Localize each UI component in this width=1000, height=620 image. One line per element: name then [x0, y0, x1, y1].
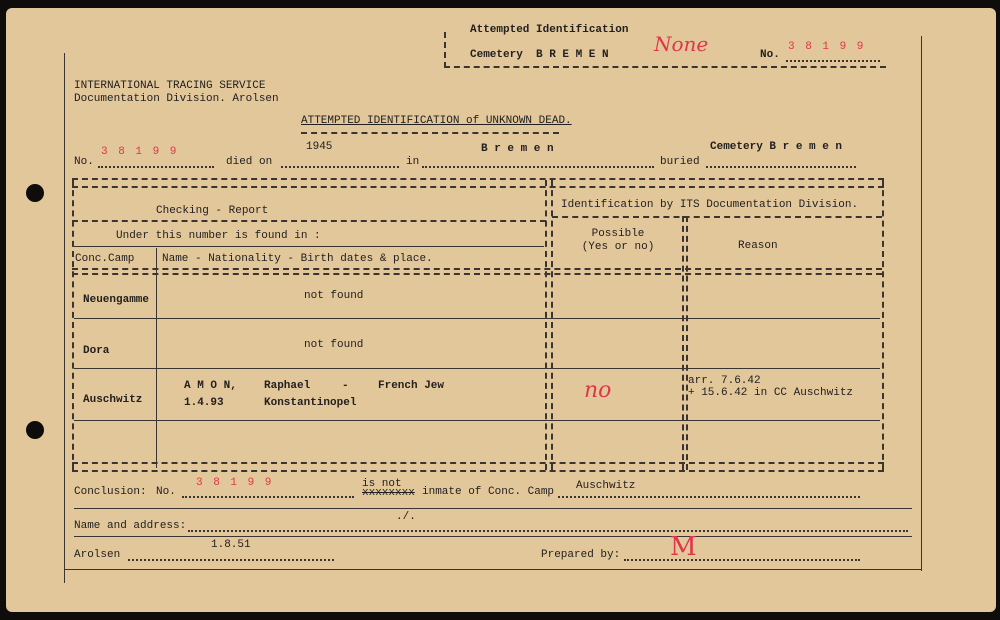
buried-value: Cemetery B r e m e n	[710, 141, 843, 153]
amon-given-name: Raphael	[264, 380, 311, 392]
conclusion-is-not: is not	[362, 478, 402, 490]
possible-answer-no: no	[584, 378, 612, 403]
table-divider	[551, 180, 553, 470]
dotted-line	[624, 559, 860, 561]
amon-birth-place: Konstantinopel	[264, 397, 357, 409]
camp-column-divider	[156, 248, 157, 468]
dotted-line	[706, 166, 856, 168]
name-address-label: Name and address:	[74, 520, 187, 532]
table-border	[72, 462, 884, 464]
left-border	[64, 53, 65, 583]
died-on-label: died on	[226, 156, 273, 168]
org-line2: Documentation Division. Arolsen	[74, 93, 279, 105]
org-line1: INTERNATIONAL TRACING SERVICE	[74, 80, 266, 92]
identification-header: Identification by ITS Documentation Division.	[561, 199, 859, 211]
top-no-label: No.	[760, 49, 780, 61]
attempted-identification-title: Attempted Identification	[470, 24, 629, 36]
footer-date: 1.8.51	[211, 539, 251, 551]
dotted-line	[98, 166, 214, 168]
punch-hole	[26, 421, 44, 439]
dotted-line	[182, 496, 354, 498]
table-border	[882, 180, 884, 470]
cemetery-value: B R E M E N	[536, 49, 609, 61]
preparer-signature: M	[670, 532, 697, 562]
reason-death: + 15.6.42 in CC Auschwitz	[688, 387, 854, 399]
table-rule	[72, 268, 882, 270]
buried-label: buried	[660, 156, 700, 168]
prepared-by-label: Prepared by:	[541, 549, 621, 561]
table-rule	[72, 220, 546, 222]
record-no-value: 3 8 1 9 9	[101, 146, 179, 158]
top-box-border	[444, 66, 886, 68]
row-name-neuengamme: not found	[304, 290, 364, 302]
index-card	[6, 8, 996, 612]
top-no-value: 3 8 1 9 9	[788, 41, 866, 53]
possible-header: Possible (Yes or no)	[581, 228, 655, 253]
row-rule	[74, 368, 880, 369]
punch-hole	[26, 184, 44, 202]
table-border	[72, 186, 884, 188]
row-rule	[74, 318, 880, 319]
dotted-line	[281, 166, 399, 168]
record-no-label: No.	[74, 156, 94, 168]
conclusion-no-value: 3 8 1 9 9	[196, 477, 274, 489]
table-divider	[686, 216, 688, 470]
conclusion-struck-text: xxxxxxxx	[362, 487, 415, 499]
checking-report-header: Checking - Report	[156, 205, 269, 217]
dotted-line	[786, 60, 880, 62]
row-camp-auschwitz: Auschwitz	[83, 394, 143, 406]
dotted-line	[128, 559, 334, 561]
table-border	[72, 180, 74, 470]
table-rule	[72, 273, 882, 275]
place-value: B r e m e n	[481, 143, 554, 155]
document-title: ATTEMPTED IDENTIFICATION of UNKNOWN DEAD.	[301, 115, 572, 127]
table-divider	[682, 216, 684, 470]
reason-arrival: arr. 7.6.42	[688, 375, 761, 387]
dotted-line	[422, 166, 654, 168]
bottom-border	[64, 569, 922, 570]
name-address-value: ./.	[396, 511, 416, 523]
conclusion-no-label: No.	[156, 486, 176, 498]
top-box-border	[444, 32, 446, 68]
dotted-line	[188, 530, 908, 532]
conclusion-inmate-text: inmate of Conc. Camp	[422, 486, 555, 498]
amon-dash: -	[342, 380, 349, 392]
row-rule	[74, 420, 880, 421]
name-column-header: Name - Nationality - Birth dates & place.	[162, 253, 433, 265]
row-name-dora: not found	[304, 339, 364, 351]
table-border	[72, 178, 884, 180]
table-rule	[74, 246, 544, 247]
amon-birth-date: 1.4.93	[184, 397, 224, 409]
name-address-rule	[74, 536, 912, 537]
footer-place: Arolsen	[74, 549, 121, 561]
amon-surname: A M O N,	[184, 380, 237, 392]
amon-nationality: French Jew	[378, 380, 445, 392]
in-label: in	[406, 156, 420, 168]
camp-column-header: Conc.Camp	[75, 253, 135, 265]
conclusion-camp-value: Auschwitz	[576, 480, 636, 492]
row-camp-dora: Dora	[83, 345, 110, 357]
table-rule	[552, 216, 882, 218]
found-in-header: Under this number is found in :	[116, 230, 321, 242]
table-divider	[545, 180, 547, 470]
right-border	[921, 36, 922, 571]
died-on-value: 1945	[306, 141, 333, 153]
dotted-line	[558, 496, 860, 498]
row-camp-neuengamme: Neuengamme	[83, 294, 150, 306]
reason-header: Reason	[738, 240, 778, 252]
none-stamp: None	[654, 32, 709, 56]
cemetery-label: Cemetery	[470, 49, 523, 61]
table-border	[72, 470, 884, 472]
conclusion-rule	[74, 508, 912, 509]
title-underline	[301, 132, 559, 134]
conclusion-label: Conclusion:	[74, 486, 147, 498]
